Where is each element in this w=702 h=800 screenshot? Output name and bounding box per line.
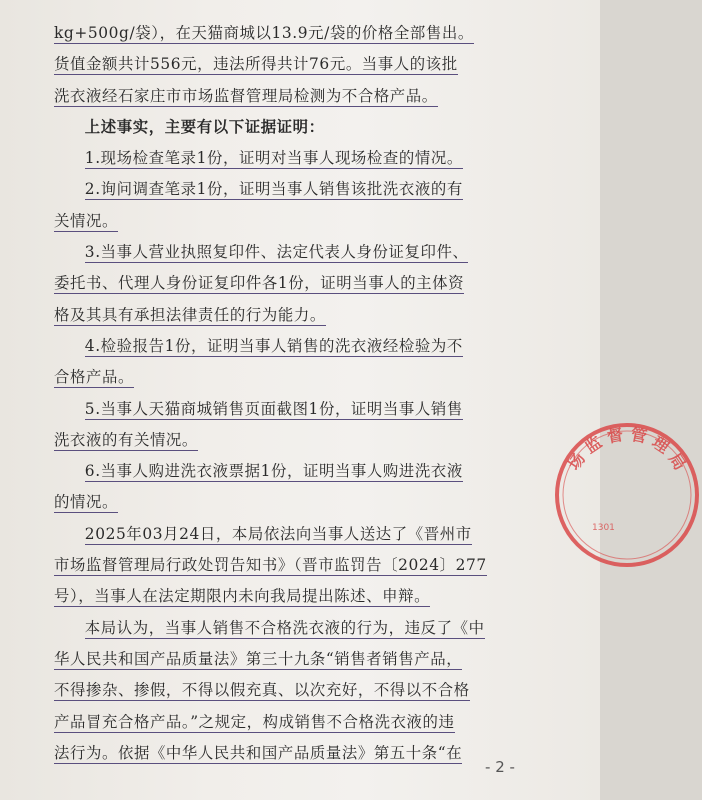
text-line-content: 华人民共和国产品质量法》第三十九条“销售者销售产品， [54, 649, 463, 668]
text-line-content: 关情况。 [54, 211, 118, 230]
text-line-content: 洗衣液经石家庄市市场监督管理局检测为不合格产品。 [54, 86, 438, 105]
text-line-content: 产品冒充合格产品。”之规定，构成销售不合格洗衣液的违 [54, 712, 455, 731]
text-line-content: 合格产品。 [54, 368, 134, 387]
text-line [54, 519, 564, 550]
text-line [54, 707, 564, 738]
text-line [54, 49, 564, 80]
text-line-content: kg+500g/袋），在天猫商城以13.9元/袋的价格全部售出。 [54, 24, 474, 42]
text-line-content: 货值金额共计556元，违法所得共计76元。当事人的该批 [54, 55, 458, 74]
text-line-content: 法行为。依据《中华人民共和国产品质量法》第五十条“在 [54, 743, 463, 762]
text-line-content: 6.当事人购进洗衣液票据1份，证明当事人购进洗衣液 [84, 462, 463, 481]
page-number: - 2 - [485, 758, 515, 776]
seal-number: 1301 [592, 523, 615, 533]
text-line [54, 331, 564, 362]
text-line-content: 委托书、代理人身份证复印件各1份，证明当事人的主体资 [54, 274, 465, 293]
text-line-content: 格及其具有承担法律责任的行为能力。 [54, 305, 326, 324]
text-line [54, 174, 564, 205]
text-line-content: 不得掺杂、掺假，不得以假充真、以次充好，不得以不合格 [54, 681, 470, 700]
text-line [54, 394, 564, 425]
body-text [54, 18, 564, 769]
text-line [54, 300, 564, 331]
text-line [54, 18, 564, 49]
text-line [54, 550, 564, 581]
text-line-content: 2025年03月24日，本局依法向当事人送达了《晋州市 [84, 524, 472, 543]
text-line-content: 本局认为，当事人销售不合格洗衣液的行为，违反了《中 [84, 618, 485, 637]
text-line-content: 1.现场检查笔录1份，证明对当事人现场检查的情况。 [84, 149, 463, 168]
text-line [54, 581, 564, 612]
text-line-content: 市场监督管理局行政处罚告知书》（晋市监罚告〔2024〕277 [54, 556, 487, 575]
text-line [54, 487, 564, 518]
svg-text:场 监 督 管 理 局 [564, 425, 689, 474]
text-line-content: 4.检验报告1份，证明当事人销售的洗衣液经检验为不 [84, 336, 463, 355]
seal-text: 场 监 督 管 理 局 [564, 424, 690, 474]
text-line [54, 425, 564, 456]
text-line-content: 上述事实，主要有以下证据证明： [84, 117, 325, 136]
text-line [54, 81, 564, 112]
text-line-content: 5.当事人天猫商城销售页面截图1份，证明当事人销售 [84, 399, 463, 418]
text-line [54, 613, 564, 644]
text-line [54, 268, 564, 299]
text-line [54, 675, 564, 706]
text-line [54, 112, 564, 143]
text-line-content: 的情况。 [54, 493, 118, 512]
official-seal [552, 420, 702, 570]
text-line [54, 362, 564, 393]
text-line [54, 644, 564, 675]
text-line [54, 143, 564, 174]
text-line-content: 洗衣液的有关情况。 [54, 430, 198, 449]
text-line-content: 3.当事人营业执照复印件、法定代表人身份证复印件、 [84, 243, 469, 262]
text-line-content: 号），当事人在法定期限内未向我局提出陈述、申辩。 [54, 587, 431, 606]
text-line [54, 206, 564, 237]
text-line [54, 237, 564, 268]
text-line-content: 2.询问调查笔录1份，证明当事人销售该批洗衣液的有 [84, 180, 463, 199]
text-line [54, 456, 564, 487]
